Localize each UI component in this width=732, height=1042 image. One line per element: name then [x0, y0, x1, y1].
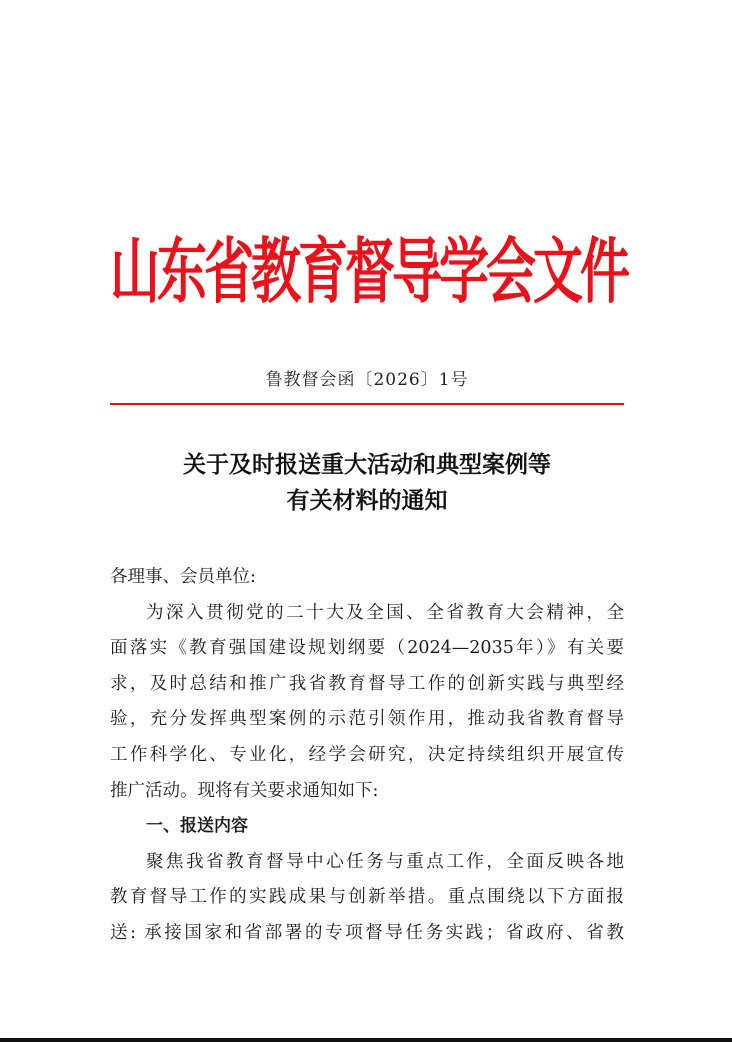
paragraph-1-line: 求，及时总结和推广我省教育督导工作的创新实践与典型经 [110, 673, 624, 694]
paragraph-1-line: 面落实《教育强国建设规划纲要（2024—2035年）》有关要 [110, 638, 624, 659]
notice-title-line-1: 关于及时报送重大活动和典型案例等 [183, 451, 551, 478]
page-bottom-edge [0, 1038, 732, 1042]
document-number: 鲁教督会函〔2026〕1号 [265, 370, 469, 390]
section-1-heading: 一、报送内容 [146, 816, 248, 837]
paragraph-1-line: 验，充分发挥典型案例的示范引领作用，推动我省教育督导 [110, 709, 624, 730]
red-divider-line [110, 403, 624, 405]
paragraph-1-line: 工作科学化、专业化，经学会研究，决定持续组织开展宣传 [110, 744, 624, 765]
paragraph-1-line: 为深入贯彻党的二十大及全国、全省教育大会精神，全 [146, 602, 624, 623]
notice-title [110, 447, 624, 519]
notice-body [110, 560, 624, 952]
masthead-title: 山东省教育督导学会文件 [110, 230, 627, 314]
salutation: 各理事、会员单位: [110, 567, 256, 587]
paragraph-2-line: 教育督导工作的实践成果与创新举措。重点围绕以下方面报 [110, 887, 624, 908]
notice-title-line-2: 有关材料的通知 [286, 487, 448, 514]
paragraph-2-line: 聚焦我省教育督导中心任务与重点工作，全面反映各地 [146, 851, 624, 872]
paragraph-1-line: 推广活动。现将有关要求通知如下: [110, 780, 379, 801]
paragraph-2-line: 送: 承接国家和省部署的专项督导任务实践；省政府、省教 [110, 922, 624, 943]
